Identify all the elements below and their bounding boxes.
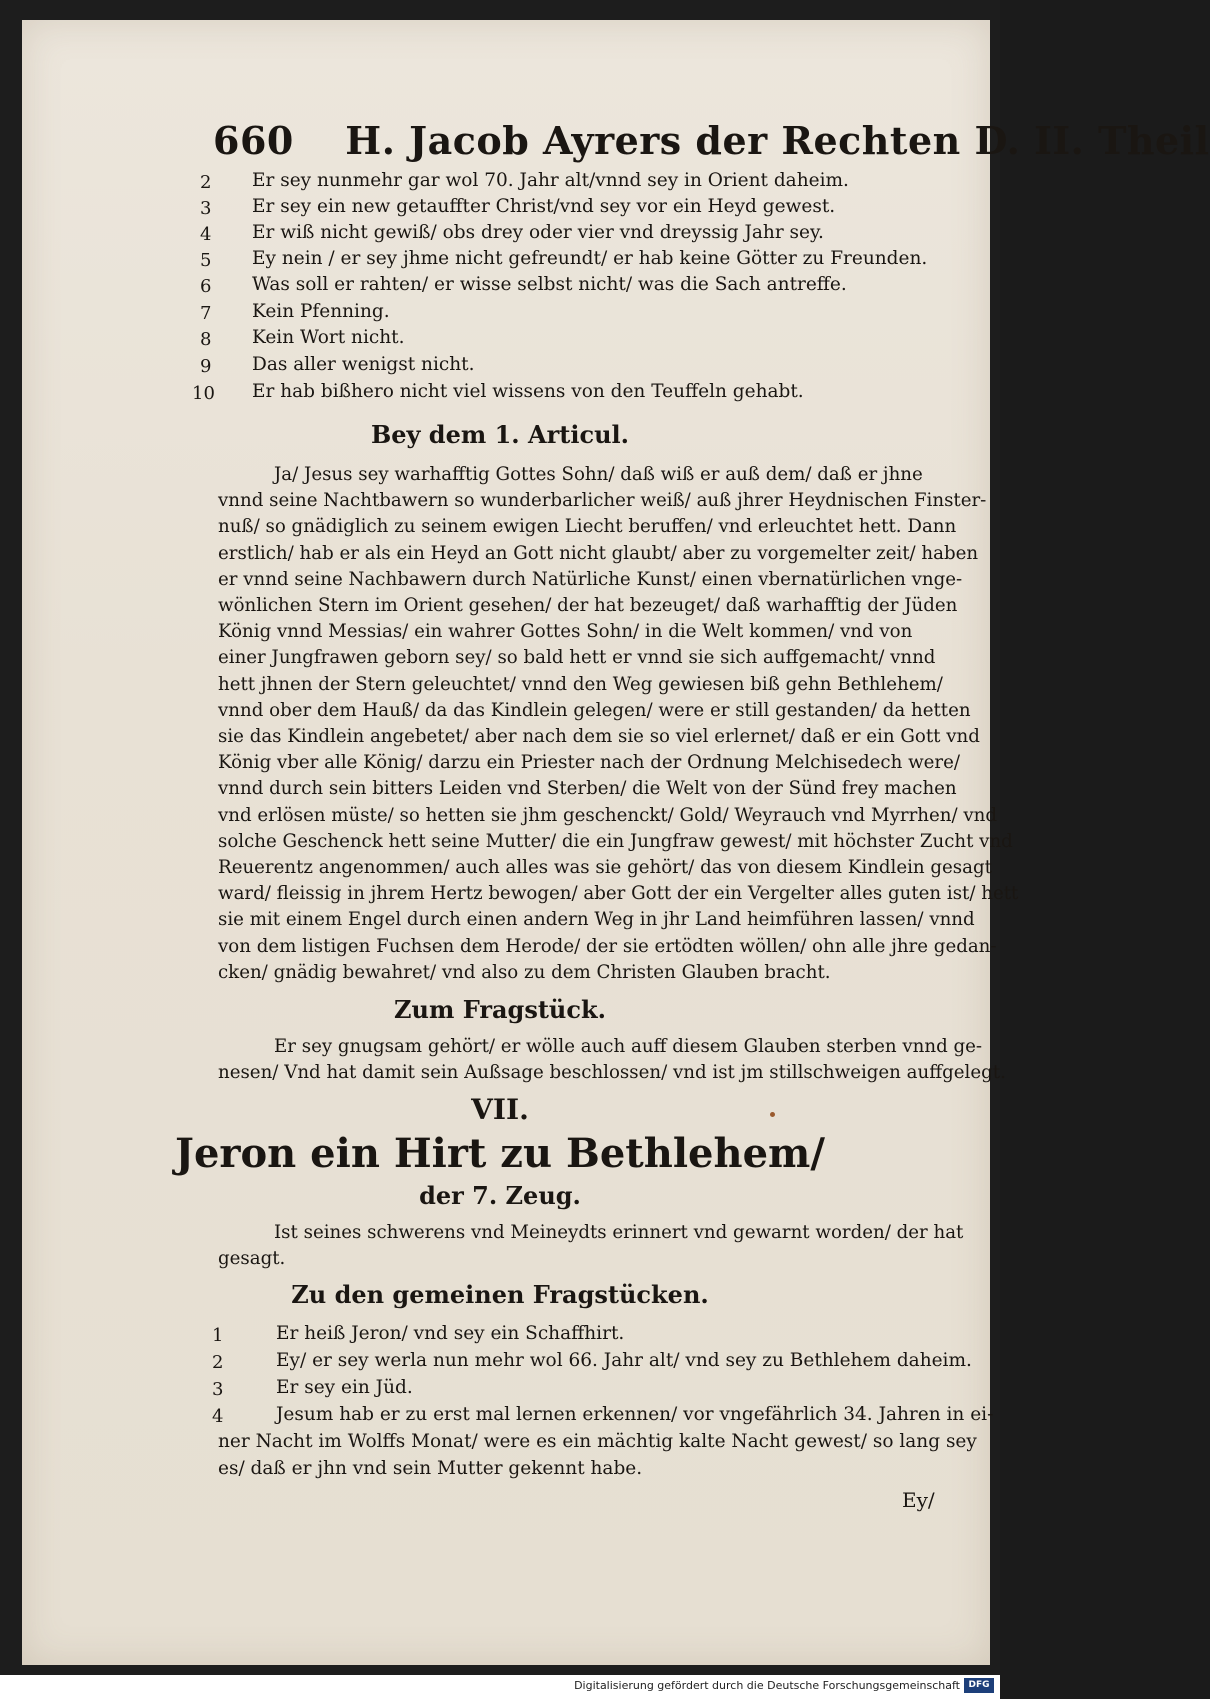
paragraph-line: Er sey gnugsam gehört/ er wölle auch auff diesem Glauben sterben vnnd ge-: [274, 1036, 983, 1057]
paragraph-line: er vnnd seine Nachbawern durch Natürliche Kunst/ einen vbernatürlichen vnge-: [218, 568, 963, 590]
list-number: 3: [200, 198, 212, 219]
running-title: H. Jacob Ayrers der Rechten D. II. Theil: [345, 118, 1210, 163]
running-header: [213, 118, 1210, 163]
list-number: 4: [212, 1406, 224, 1427]
chapter-numeral: VII.: [471, 1093, 529, 1126]
section-paragraph: [218, 462, 1018, 986]
paragraph-line: König vnnd Messias/ ein wahrer Gottes Sohn/ in die Welt kommen/ vnd von: [218, 621, 913, 643]
list-number: 6: [200, 276, 212, 297]
list-number: 7: [200, 303, 212, 324]
paragraph-line: Reuerentz angenommen/ auch alles was sie gehört/ das von diesem Kindlein gesagt: [218, 857, 992, 879]
list-item: Ey/ er sey werla nun mehr wol 66. Jahr alt/ vnd sey zu Bethlehem daheim.: [276, 1350, 972, 1371]
footer-credit: Digitalisierung gefördert durch die Deutsche Forschungsgemeinschaft: [574, 1679, 960, 1692]
list-item: Er sey nunmehr gar wol 70. Jahr alt/vnnd sey in Orient daheim.: [252, 170, 849, 191]
paragraph-line: von dem listigen Fuchsen dem Herode/ der sie ertödten wöllen/ ohn alle jhre gedan-: [218, 935, 997, 957]
paragraph-line: wönlichen Stern im Orient gesehen/ der hat bezeuget/ daß warhafftig der Jüden: [218, 595, 958, 617]
list-number: 2: [212, 1352, 224, 1373]
paragraph-line: solche Geschenck hett seine Mutter/ die ein Jungfraw gewest/ mit höchster Zucht vnd: [218, 830, 1013, 852]
list-number: 10: [192, 383, 215, 404]
paragraph-line: ward/ fleissig in jhrem Hertz bewogen/ aber Gott der ein Vergelter alles guten ist/ hett: [218, 883, 1019, 905]
list-item: Er hab bißhero nicht viel wissens von den Teuffeln gehabt.: [252, 381, 804, 402]
paragraph-line: Ist seines schwerens vnd Meineydts erinnert vnd gewarnt worden/ der hat: [274, 1222, 964, 1243]
chapter-intro: [218, 1220, 963, 1272]
list-number: 5: [200, 250, 212, 271]
paragraph-line: hett jhnen der Stern geleuchtet/ vnnd den Weg gewiesen biß gehn Bethlehem/: [218, 673, 943, 695]
chapter-title: Jeron ein Hirt zu Bethlehem/: [175, 1130, 825, 1177]
list-item: Er heiß Jeron/ vnd sey ein Schaffhirt.: [276, 1323, 625, 1344]
dfg-logo: DFG: [964, 1678, 994, 1693]
chapter-subtitle: der 7. Zeug.: [419, 1181, 581, 1210]
paragraph-line: sie das Kindlein angebetet/ aber nach dem sie so viel erlernet/ daß er ein Gott vnd: [218, 726, 980, 748]
list-number: 4: [200, 224, 212, 245]
list-number: 1: [212, 1325, 224, 1346]
list-item: Kein Wort nicht.: [252, 327, 405, 348]
section-heading: Bey dem 1. Articul.: [370, 420, 630, 449]
paragraph-line: cken/ gnädig bewahret/ vnd also zu dem Christen Glauben bracht.: [218, 961, 831, 983]
paragraph-line: König vber alle König/ darzu ein Priester nach der Ordnung Melchisedech were/: [218, 752, 960, 774]
paragraph-line: vnnd ober dem Hauß/ da das Kindlein gelegen/ were er still gestanden/ da hetten: [218, 699, 971, 721]
page-number: 660: [213, 118, 294, 163]
list-number: 8: [200, 329, 212, 350]
paragraph-line: erstlich/ hab er als ein Heyd an Gott nicht glaubt/ aber zu vorgemelter zeit/ haben: [218, 542, 979, 564]
paragraph-line: sie mit einem Engel durch einen andern Weg in jhr Land heimführen lassen/ vnnd: [218, 909, 975, 931]
list-item: Er sey ein new getauffter Christ/vnd sey vor ein Heyd gewest.: [252, 196, 836, 217]
paragraph-line: einer Jungfrawen geborn sey/ so bald hett er vnnd sie sich auffgemacht/ vnnd: [218, 647, 936, 669]
catchword: Ey/: [902, 1488, 935, 1512]
list-number: 9: [200, 356, 212, 377]
paragraph-line: nuß/ so gnädiglich zu seinem ewigen Liecht beruffen/ vnd erleuchtet hett. Dann: [218, 516, 957, 538]
section-heading: Zum Fragstück.: [394, 995, 606, 1024]
section-paragraph: [218, 1034, 1006, 1086]
list-item: Ey nein / er sey jhme nicht gefreundt/ er hab keine Götter zu Freunden.: [252, 248, 928, 269]
list-item: Er wiß nicht gewiß/ obs drey oder vier vnd dreyssig Jahr sey.: [252, 222, 824, 243]
paragraph-line: gesagt.: [218, 1248, 286, 1270]
list-item: Jesum hab er zu erst mal lernen erkennen/ vor vngefährlich 34. Jahren in ei-: [276, 1404, 994, 1425]
paragraph-line: vnnd durch sein bitters Leiden vnd Sterben/ die Welt von der Sünd frey machen: [218, 778, 957, 800]
paragraph-line: nesen/ Vnd hat damit sein Außsage beschlossen/ vnd ist jm stillschweigen auffgelegt.: [218, 1062, 1006, 1084]
paragraph-line: vnd erlösen müste/ so hetten sie jhm geschenckt/ Gold/ Weyrauch vnd Myrrhen/ vnd: [218, 804, 997, 826]
list-item: Er sey ein Jüd.: [276, 1377, 413, 1398]
list-item-continuation: ner Nacht im Wolffs Monat/ were es ein mächtig kalte Nacht gewest/ so lang sey: [218, 1431, 977, 1452]
list-item: Das aller wenigst nicht.: [252, 354, 475, 375]
paragraph-line: Ja/ Jesus sey warhafftig Gottes Sohn/ daß wiß er auß dem/ daß er jhne: [274, 464, 923, 485]
list-item: Kein Pfenning.: [252, 301, 390, 322]
list-number: 2: [200, 172, 212, 193]
paragraph-line: vnnd seine Nachtbawern so wunderbarlicher weiß/ auß jhrer Heydnischen Finster-: [218, 490, 987, 512]
list-item-continuation: es/ daß er jhn vnd sein Mutter gekennt habe.: [218, 1458, 643, 1479]
section-heading: Zu den gemeinen Fragstücken.: [291, 1280, 709, 1309]
stain-mark: [770, 1112, 775, 1117]
list-number: 3: [212, 1379, 224, 1400]
list-item: Was soll er rahten/ er wisse selbst nicht/ was die Sach antreffe.: [252, 274, 847, 295]
